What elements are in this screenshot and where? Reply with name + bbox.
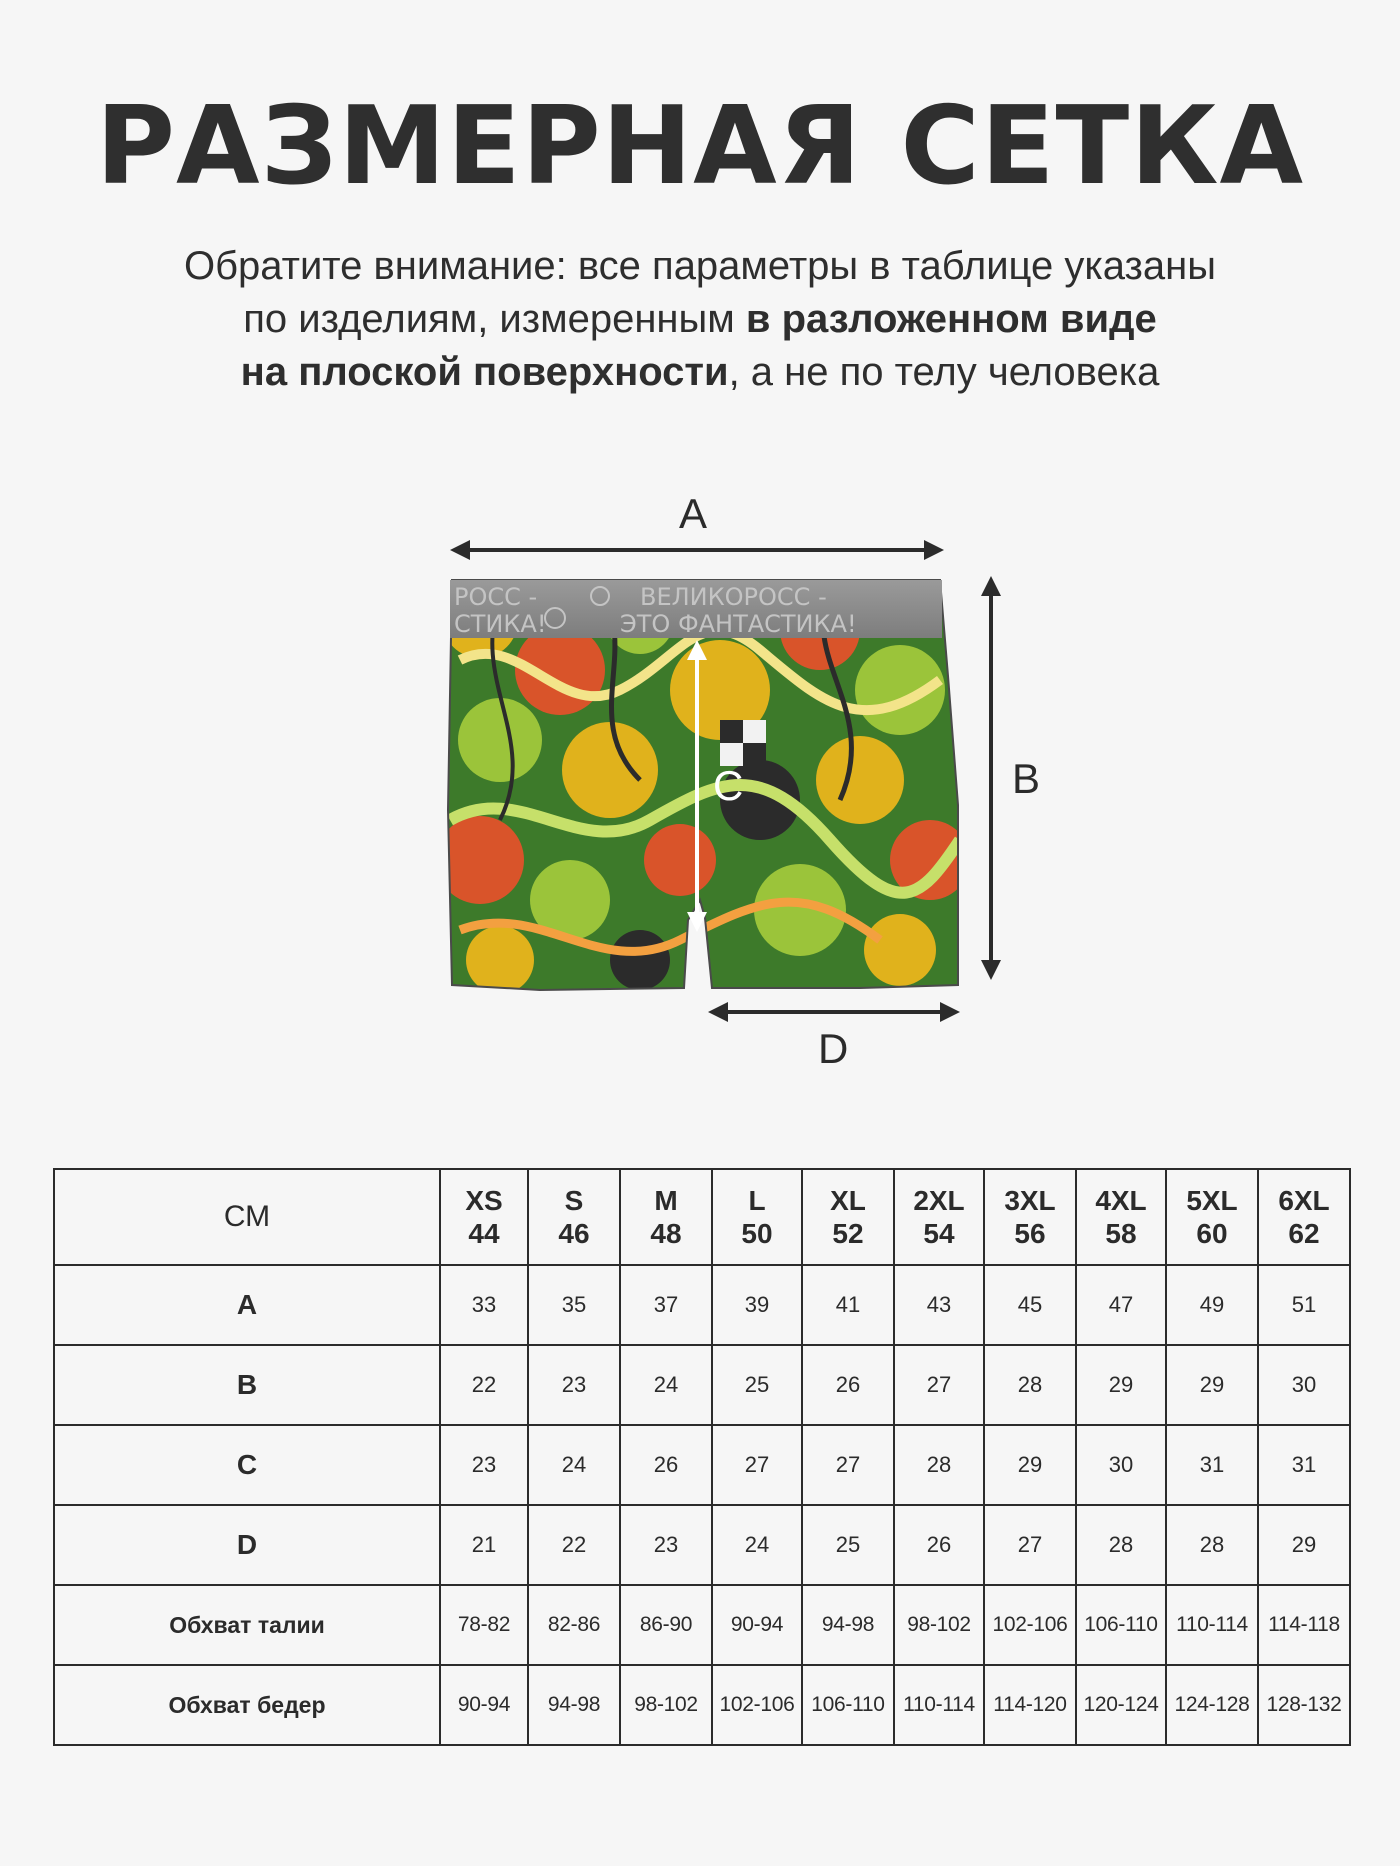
size-header bbox=[440, 1169, 528, 1265]
table-cell: 24 bbox=[528, 1425, 620, 1505]
size-header bbox=[802, 1169, 894, 1265]
size-header bbox=[712, 1169, 802, 1265]
table-cell: 28 bbox=[1166, 1505, 1258, 1585]
table-row bbox=[54, 1665, 1350, 1745]
table-cell: 29 bbox=[1166, 1345, 1258, 1425]
units-header: СМ bbox=[54, 1169, 440, 1265]
table-cell: 78-82 bbox=[440, 1585, 528, 1665]
table-cell: 21 bbox=[440, 1505, 528, 1585]
table-cell: 37 bbox=[620, 1265, 712, 1345]
size-header bbox=[620, 1169, 712, 1265]
table-cell: 29 bbox=[1258, 1505, 1350, 1585]
table-cell: 98-102 bbox=[894, 1585, 984, 1665]
size-header bbox=[1166, 1169, 1258, 1265]
dimension-label-b: B bbox=[1012, 755, 1041, 802]
row-label: Обхват бедер bbox=[54, 1665, 440, 1745]
size-label: 3XL bbox=[1004, 1185, 1056, 1216]
measurement-note bbox=[0, 240, 1400, 399]
table-cell: 90-94 bbox=[712, 1585, 802, 1665]
table-cell: 128-132 bbox=[1258, 1665, 1350, 1745]
table-cell: 47 bbox=[1076, 1265, 1166, 1345]
table-cell: 86-90 bbox=[620, 1585, 712, 1665]
boxer-briefs-illustration bbox=[0, 480, 1400, 1080]
table-cell: 33 bbox=[440, 1265, 528, 1345]
table-cell: 22 bbox=[528, 1505, 620, 1585]
garment-diagram bbox=[0, 480, 1400, 1080]
table-cell: 110-114 bbox=[894, 1665, 984, 1745]
table-cell: 98-102 bbox=[620, 1665, 712, 1745]
table-cell: 102-106 bbox=[712, 1665, 802, 1745]
table-row bbox=[54, 1345, 1350, 1425]
size-ru: 58 bbox=[1105, 1218, 1137, 1249]
table-cell: 106-110 bbox=[802, 1665, 894, 1745]
table-cell: 31 bbox=[1258, 1425, 1350, 1505]
table-cell: 51 bbox=[1258, 1265, 1350, 1345]
table-cell: 124-128 bbox=[1166, 1665, 1258, 1745]
size-ru: 46 bbox=[558, 1218, 590, 1249]
dimension-arrow-d bbox=[708, 1002, 960, 1022]
size-label: S bbox=[564, 1185, 584, 1216]
note-line-3-end: , а не по телу человека bbox=[728, 350, 1160, 394]
dimension-label-a: A bbox=[679, 490, 708, 537]
table-cell: 23 bbox=[528, 1345, 620, 1425]
row-label: A bbox=[54, 1265, 440, 1345]
size-label: 6XL bbox=[1278, 1185, 1330, 1216]
table-cell: 35 bbox=[528, 1265, 620, 1345]
table-cell: 106-110 bbox=[1076, 1585, 1166, 1665]
table-cell: 27 bbox=[984, 1505, 1076, 1585]
size-header-row bbox=[54, 1169, 1350, 1265]
size-header bbox=[1258, 1169, 1350, 1265]
size-header bbox=[894, 1169, 984, 1265]
note-line-3-bold: на плоской поверхности bbox=[240, 350, 729, 394]
row-label: B bbox=[54, 1345, 440, 1425]
waistband-text-left-2: СТИКА! bbox=[454, 610, 547, 638]
size-label: 4XL bbox=[1095, 1185, 1147, 1216]
table-cell: 43 bbox=[894, 1265, 984, 1345]
dimension-label-d: D bbox=[818, 1025, 849, 1072]
table-cell: 26 bbox=[802, 1345, 894, 1425]
table-cell: 27 bbox=[894, 1345, 984, 1425]
dimension-label-c: C bbox=[713, 762, 744, 809]
table-cell: 28 bbox=[894, 1425, 984, 1505]
size-label: L bbox=[748, 1185, 766, 1216]
row-label: C bbox=[54, 1425, 440, 1505]
table-cell: 94-98 bbox=[802, 1585, 894, 1665]
size-chart-table bbox=[53, 1168, 1351, 1746]
table-cell: 23 bbox=[620, 1505, 712, 1585]
table-cell: 26 bbox=[620, 1425, 712, 1505]
table-cell: 23 bbox=[440, 1425, 528, 1505]
table-row bbox=[54, 1585, 1350, 1665]
table-row bbox=[54, 1505, 1350, 1585]
note-line-2-bold: в разложенном виде bbox=[745, 297, 1157, 341]
note-line-2 bbox=[0, 293, 1400, 346]
dimension-arrow-a bbox=[450, 540, 944, 560]
size-ru: 44 bbox=[468, 1218, 500, 1249]
size-ru: 56 bbox=[1014, 1218, 1046, 1249]
table-cell: 27 bbox=[712, 1425, 802, 1505]
size-header bbox=[528, 1169, 620, 1265]
page-title: РАЗМЕРНАЯ СЕТКА bbox=[95, 84, 1305, 209]
table-row bbox=[54, 1425, 1350, 1505]
size-ru: 48 bbox=[650, 1218, 682, 1249]
table-cell: 94-98 bbox=[528, 1665, 620, 1745]
size-ru: 54 bbox=[923, 1218, 955, 1249]
waistband-text-1: ВЕЛИКОРОСС - bbox=[640, 583, 827, 611]
table-cell: 82-86 bbox=[528, 1585, 620, 1665]
size-ru: 50 bbox=[741, 1218, 773, 1249]
table-cell: 114-120 bbox=[984, 1665, 1076, 1745]
size-label: 2XL bbox=[913, 1185, 965, 1216]
size-label: 5XL bbox=[1186, 1185, 1238, 1216]
note-line-3 bbox=[0, 346, 1400, 399]
table-cell: 30 bbox=[1076, 1425, 1166, 1505]
row-label: Обхват талии bbox=[54, 1585, 440, 1665]
table-cell: 22 bbox=[440, 1345, 528, 1425]
size-label: XL bbox=[830, 1185, 866, 1216]
table-cell: 102-106 bbox=[984, 1585, 1076, 1665]
table-cell: 24 bbox=[712, 1505, 802, 1585]
table-cell: 114-118 bbox=[1258, 1585, 1350, 1665]
table-cell: 31 bbox=[1166, 1425, 1258, 1505]
table-cell: 49 bbox=[1166, 1265, 1258, 1345]
size-ru: 52 bbox=[832, 1218, 864, 1249]
table-cell: 25 bbox=[712, 1345, 802, 1425]
table-cell: 39 bbox=[712, 1265, 802, 1345]
size-ru: 60 bbox=[1196, 1218, 1228, 1249]
waistband-text-left-1: РОСС - bbox=[454, 583, 538, 611]
note-line-1: Обратите внимание: все параметры в таблице указаны bbox=[184, 244, 1216, 288]
table-cell: 90-94 bbox=[440, 1665, 528, 1745]
row-label: D bbox=[54, 1505, 440, 1585]
note-line-2-start: по изделиям, измеренным bbox=[243, 297, 746, 341]
table-cell: 45 bbox=[984, 1265, 1076, 1345]
table-cell: 30 bbox=[1258, 1345, 1350, 1425]
table-cell: 26 bbox=[894, 1505, 984, 1585]
size-header bbox=[1076, 1169, 1166, 1265]
size-label: M bbox=[654, 1185, 678, 1216]
size-label: XS bbox=[465, 1185, 503, 1216]
table-cell: 25 bbox=[802, 1505, 894, 1585]
size-ru: 62 bbox=[1288, 1218, 1320, 1249]
size-header bbox=[984, 1169, 1076, 1265]
table-cell: 28 bbox=[1076, 1505, 1166, 1585]
table-cell: 27 bbox=[802, 1425, 894, 1505]
table-cell: 29 bbox=[1076, 1345, 1166, 1425]
table-row bbox=[54, 1265, 1350, 1345]
table-cell: 120-124 bbox=[1076, 1665, 1166, 1745]
table-cell: 110-114 bbox=[1166, 1585, 1258, 1665]
table-cell: 24 bbox=[620, 1345, 712, 1425]
table-cell: 28 bbox=[984, 1345, 1076, 1425]
table-cell: 41 bbox=[802, 1265, 894, 1345]
dimension-arrow-b bbox=[981, 576, 1001, 980]
waistband-text-2: ЭТО ФАНТАСТИКА! bbox=[620, 610, 857, 638]
table-cell: 29 bbox=[984, 1425, 1076, 1505]
